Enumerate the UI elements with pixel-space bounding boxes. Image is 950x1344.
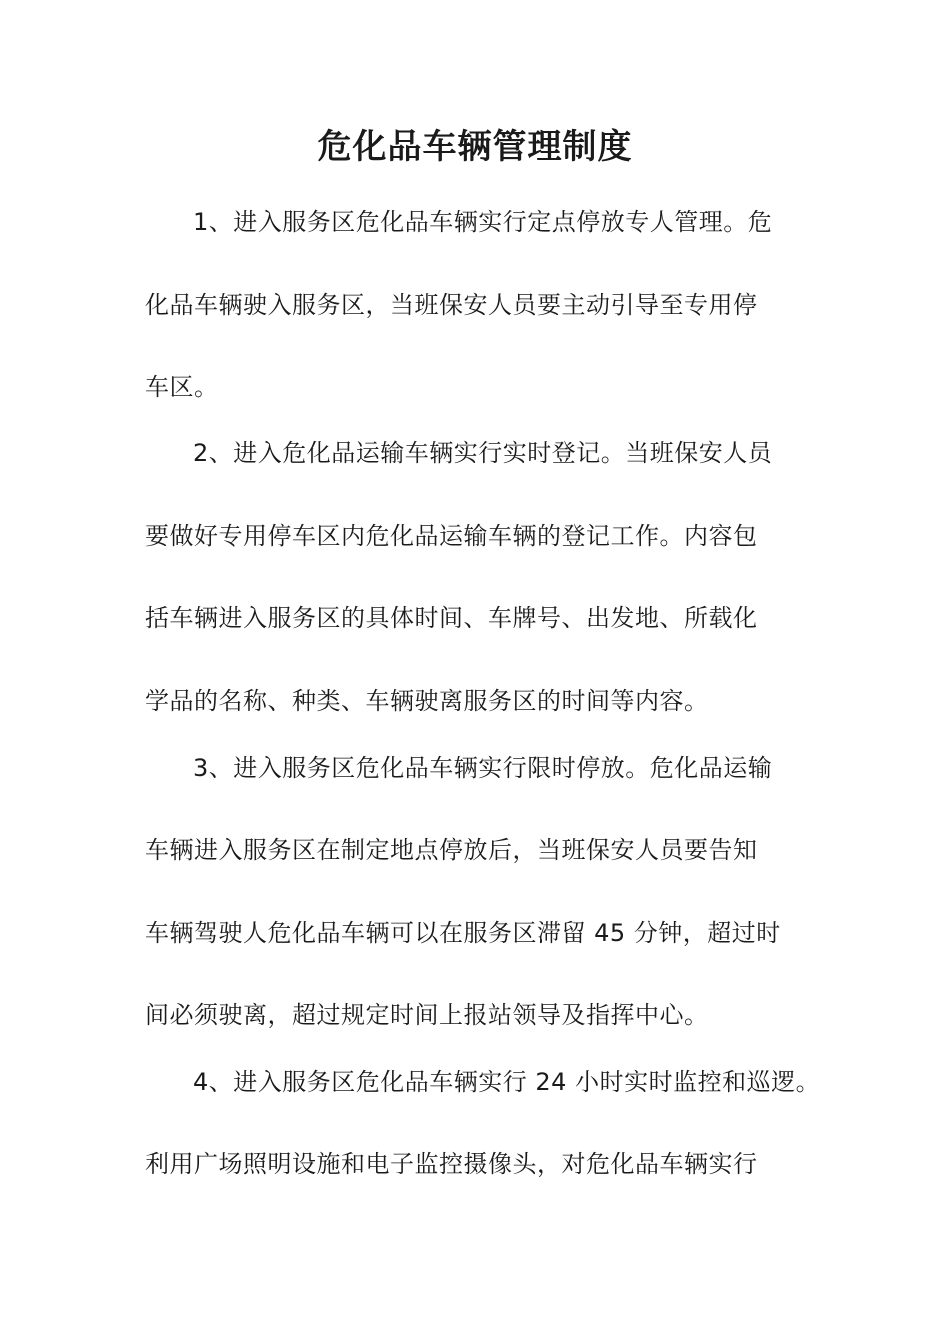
document-title: 危化品车辆管理制度: [317, 127, 633, 167]
paragraph-3-line-1: 3、进入服务区危化品车辆实行限时停放。危化品运输: [193, 754, 773, 782]
paragraph-3-line-4: 间必须驶离，超过规定时间上报站领导及指挥中心。: [145, 1001, 709, 1029]
paragraph-1-line-2: 化品车辆驶入服务区，当班保安人员要主动引导至专用停: [145, 291, 758, 319]
paragraph-2-line-3: 括车辆进入服务区的具体时间、车牌号、出发地、所载化: [145, 604, 758, 632]
paragraph-3-line-2: 车辆进入服务区在制定地点停放后，当班保安人员要告知: [145, 836, 758, 864]
paragraph-4-line-2: 利用广场照明设施和电子监控摄像头，对危化品车辆实行: [145, 1150, 758, 1178]
paragraph-1-line-3: 车区。: [145, 373, 219, 401]
paragraph-1-line-1: 1、进入服务区危化品车辆实行定点停放专人管理。危: [193, 208, 773, 236]
paragraph-2-line-2: 要做好专用停车区内危化品运输车辆的登记工作。内容包: [145, 522, 758, 550]
paragraph-2-line-1: 2、进入危化品运输车辆实行实时登记。当班保安人员: [193, 439, 773, 467]
paragraph-2-line-4: 学品的名称、种类、车辆驶离服务区的时间等内容。: [145, 687, 709, 715]
paragraph-4-line-1: 4、进入服务区危化品车辆实行 24 小时实时监控和巡逻。: [193, 1068, 821, 1096]
paragraph-3-line-3: 车辆驾驶人危化品车辆可以在服务区滞留 45 分钟，超过时: [145, 919, 781, 947]
